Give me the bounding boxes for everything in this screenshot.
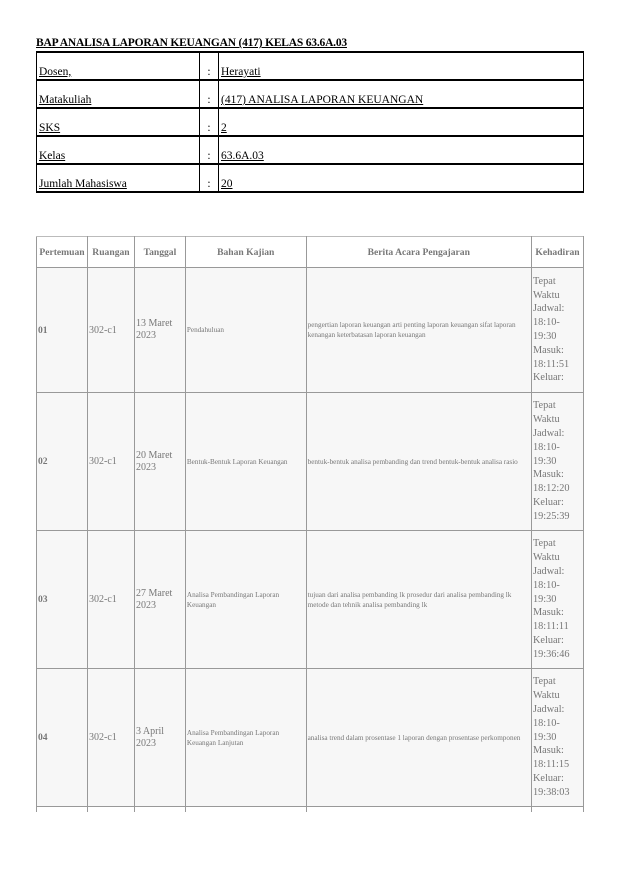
info-label: Jumlah Mahasiswa: [37, 164, 200, 192]
info-label: Dosen,: [37, 52, 200, 80]
info-value: Herayati: [219, 52, 584, 80]
cell-kehadiran: [531, 268, 583, 393]
info-row-dosen: [37, 52, 584, 80]
kehadiran-line: Tepat: [532, 676, 556, 688]
kehadiran-line: 18:10-: [532, 717, 560, 729]
cell-ruangan: 302-c1: [87, 268, 134, 393]
cell-kehadiran: [531, 531, 583, 669]
cell-tanggal: 27 Maret 2023: [134, 531, 185, 669]
kehadiran-line: 19:30: [532, 731, 557, 743]
info-label: Kelas: [37, 136, 200, 164]
kehadiran-line: Keluar:: [532, 496, 564, 508]
table-row: [37, 393, 584, 531]
cell-empty: [185, 807, 306, 813]
cell-ruangan: 302-c1: [87, 669, 134, 807]
cell-empty: [134, 807, 185, 813]
table-row-continuation: [37, 807, 584, 813]
kehadiran-line: 18:11:15: [532, 759, 570, 771]
info-value: 20: [219, 164, 584, 192]
info-row-kelas: [37, 136, 584, 164]
cell-pertemuan: 04: [37, 669, 88, 807]
info-colon: :: [200, 108, 219, 136]
kehadiran-line: Masuk:: [532, 607, 564, 619]
cell-berita-acara: tujuan dari analisa pembanding lk prosedur dari analisa pembanding lk metode dan tehnik analisa pembanding lk: [306, 531, 531, 669]
kehadiran-line: Jadwal:: [532, 704, 565, 715]
attendance-table: [36, 236, 584, 812]
kehadiran-line: 18:12:20: [532, 483, 570, 495]
kehadiran-line: 19:30: [532, 455, 557, 467]
kehadiran-line: Tepat: [532, 400, 556, 412]
table-row: [37, 531, 584, 669]
header-ruangan: Ruangan: [87, 237, 134, 268]
info-colon: :: [200, 136, 219, 164]
document-title: BAP ANALISA LAPORAN KEUANGAN (417) KELAS 63.6A.03: [36, 37, 347, 49]
info-value: 2: [219, 108, 584, 136]
course-info-table: [36, 51, 584, 193]
kehadiran-line: 18:11:11: [532, 621, 569, 633]
info-row-matakuliah: [37, 80, 584, 108]
kehadiran-line: Jadwal:: [532, 428, 565, 439]
header-pertemuan: Pertemuan: [37, 237, 88, 268]
cell-bahan-kajian: Bentuk-Bentuk Laporan Keuangan: [185, 393, 306, 531]
header-bahan-kajian: Bahan Kajian: [185, 237, 306, 268]
cell-kehadiran: [531, 393, 583, 531]
cell-bahan-kajian: Pendahuluan: [185, 268, 306, 393]
cell-tanggal: 20 Maret 2023: [134, 393, 185, 531]
cell-ruangan: 302-c1: [87, 393, 134, 531]
header-berita-acara: Berita Acara Pengajaran: [306, 237, 531, 268]
kehadiran-line: 19:30: [532, 593, 557, 605]
cell-berita-acara: bentuk-bentuk analisa pembanding dan trend bentuk-bentuk analisa rasio: [306, 393, 531, 531]
kehadiran-line: Waktu: [532, 552, 560, 564]
cell-berita-acara: pengertian laporan keuangan arti penting laporan keuangan sifat laporan kenangan keterbatasan laporan keuangan: [306, 268, 531, 393]
cell-tanggal: 3 April 2023: [134, 669, 185, 807]
cell-empty: [306, 807, 531, 813]
info-value: 63.6A.03: [219, 136, 584, 164]
kehadiran-line: Keluar:: [532, 372, 564, 384]
kehadiran-line: Waktu: [532, 690, 560, 702]
kehadiran-line: Keluar:: [532, 772, 564, 784]
kehadiran-line: Tepat: [532, 538, 556, 550]
table-row: [37, 669, 584, 807]
cell-pertemuan: 03: [37, 531, 88, 669]
cell-berita-acara: analisa trend dalam prosentase 1 laporan dengan prosentase perkomponen: [306, 669, 531, 807]
cell-bahan-kajian: Analisa Pembandingan Laporan Keuangan Lanjutan: [185, 669, 306, 807]
kehadiran-line: 18:10-: [532, 579, 560, 591]
cell-bahan-kajian: Analisa Pembandingan Laporan Keuangan: [185, 531, 306, 669]
table-header-row: [37, 237, 584, 268]
info-label: SKS: [37, 108, 200, 136]
kehadiran-line: 18:11:51: [532, 358, 570, 370]
kehadiran-line: Jadwal:: [532, 566, 565, 577]
table-row: [37, 268, 584, 393]
cell-tanggal: 13 Maret 2023: [134, 268, 185, 393]
info-colon: :: [200, 164, 219, 192]
kehadiran-line: Masuk:: [532, 745, 564, 757]
info-colon: :: [200, 80, 219, 108]
cell-kehadiran: [531, 669, 583, 807]
header-tanggal: Tanggal: [134, 237, 185, 268]
info-colon: :: [200, 52, 219, 80]
kehadiran-line: 18:10-: [532, 317, 560, 329]
kehadiran-line: 19:25:39: [532, 510, 570, 522]
cell-pertemuan: 01: [37, 268, 88, 393]
kehadiran-line: Tepat: [532, 275, 556, 287]
kehadiran-line: 19:38:03: [532, 786, 570, 798]
kehadiran-line: Masuk:: [532, 344, 564, 356]
info-row-jumlah-mahasiswa: [37, 164, 584, 192]
kehadiran-line: Waktu: [532, 289, 560, 301]
kehadiran-line: Masuk:: [532, 469, 564, 481]
kehadiran-line: Waktu: [532, 414, 560, 426]
cell-ruangan: 302-c1: [87, 531, 134, 669]
info-value: (417) ANALISA LAPORAN KEUANGAN: [219, 80, 584, 108]
cell-empty: [37, 807, 88, 813]
kehadiran-line: 18:10-: [532, 441, 560, 453]
kehadiran-line: 19:36:46: [532, 648, 570, 660]
cell-empty: [531, 807, 583, 813]
cell-empty: [87, 807, 134, 813]
kehadiran-line: Keluar:: [532, 634, 564, 646]
info-label: Matakuliah: [37, 80, 200, 108]
info-row-sks: [37, 108, 584, 136]
kehadiran-line: 19:30: [532, 331, 557, 342]
kehadiran-line: Jadwal:: [532, 303, 565, 315]
cell-pertemuan: 02: [37, 393, 88, 531]
header-kehadiran: Kehadiran: [531, 237, 583, 268]
